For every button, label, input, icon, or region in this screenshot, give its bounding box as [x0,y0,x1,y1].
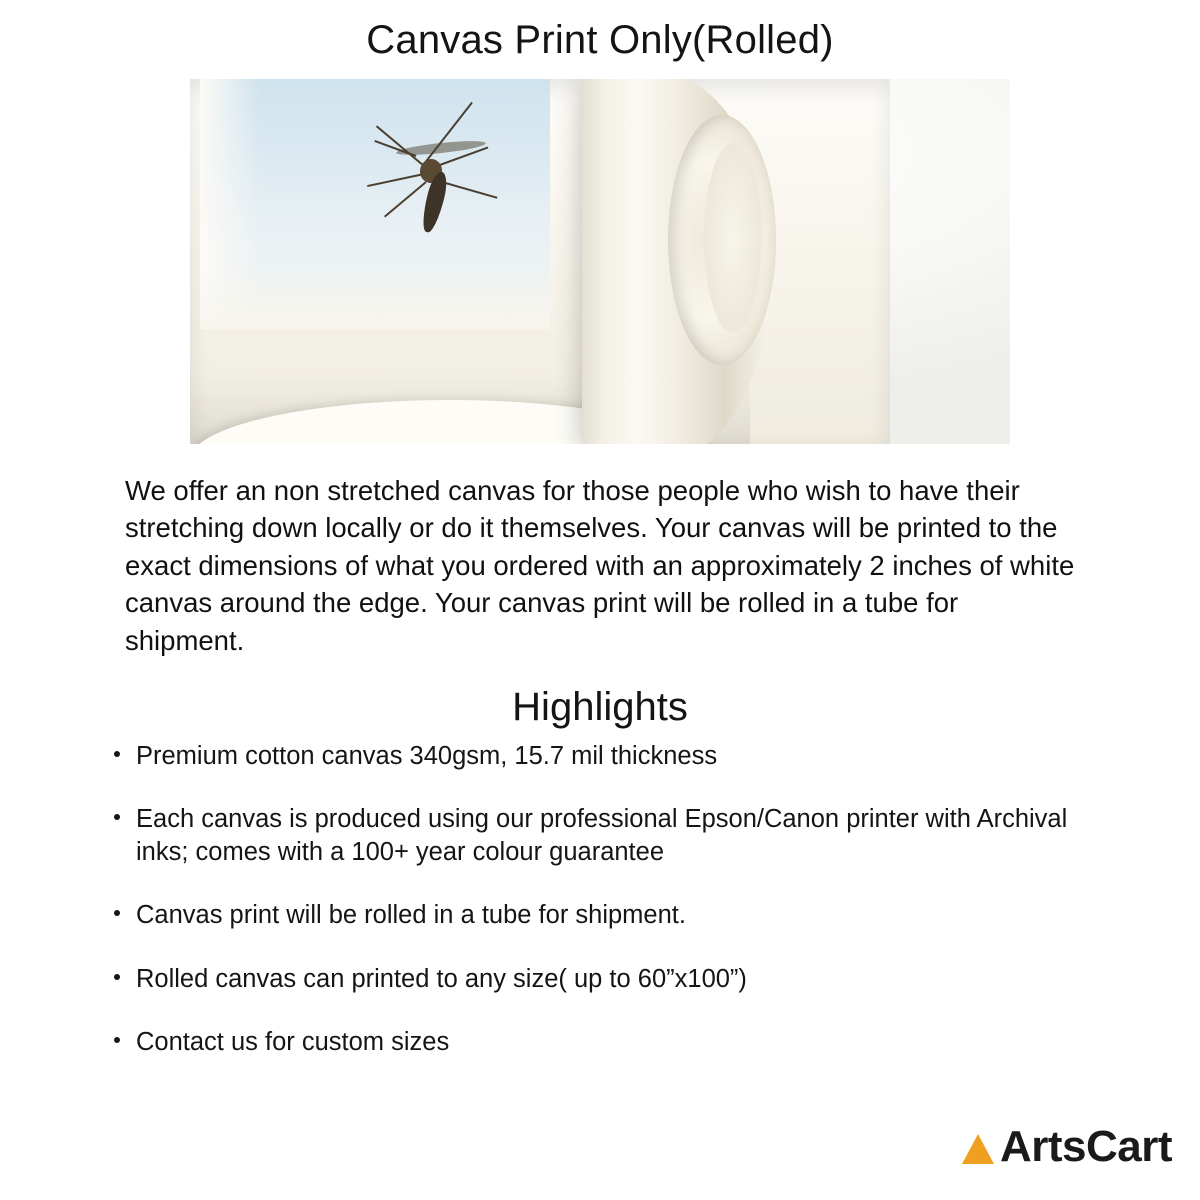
brand-name: ArtsCart [999,1122,1172,1171]
triangle-icon [962,1134,994,1164]
hero-image-rolled-canvas [190,79,1010,444]
bullet-icon [114,814,120,820]
list-item-label: Each canvas is produced using our professional Epson/Canon printer with Archival inks; comes with a 100+ year colour guarantee [136,805,1068,867]
canvas-curl-edge [704,143,762,333]
bullet-icon [114,974,120,980]
highlights-heading: Highlights [512,684,688,729]
bullet-icon [114,1037,120,1043]
list-item [110,899,1090,932]
list-item [110,1026,1090,1059]
mosquito-icon [380,119,540,289]
canvas-sheet [190,79,890,444]
printed-photo-area [200,79,550,329]
list-item-label: Contact us for custom sizes [136,1027,450,1056]
bullet-icon [114,751,120,757]
brand-logo [962,1122,1172,1172]
product-description-text: We offer an non stretched canvas for those people who wish to have their stretching down locally or do it themselves. Your canvas will be printed to the exact dimensions of what you ordered with an approximately 2 inches of white canvas around the edge. Your canvas print will be rolled in a tube for shipment. [125,475,1075,656]
list-item [110,963,1090,996]
photo-edge-fade [200,79,260,329]
list-item-label: Rolled canvas can printed to any size( up to 60”x100”) [136,964,747,993]
list-item [110,740,1090,773]
list-item-label: Premium cotton canvas 340gsm, 15.7 mil thickness [136,741,718,770]
bullet-icon [114,910,120,916]
list-item-label: Canvas print will be rolled in a tube for shipment. [136,901,686,930]
page-title: Canvas Print Only(Rolled) [366,18,834,62]
list-item [110,803,1090,869]
highlights-list [110,740,1090,1059]
canvas-curl [582,79,772,444]
